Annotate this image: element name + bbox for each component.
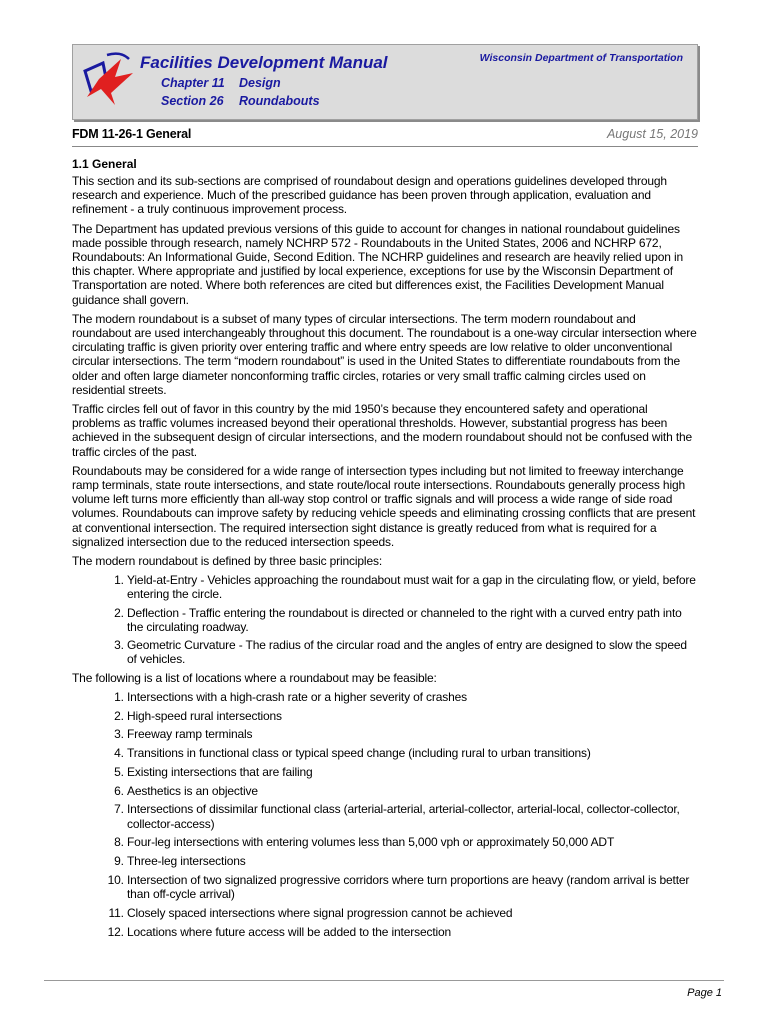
paragraph: The modern roundabout is a subset of many types of circular intersections. The term modern roundabout and roundabout are used interchangeably throughout this document. The roundabout is a one-way circular intersection where circulating traffic is given priority over entering traffic and where entry speeds are low relative to older unconventional circular intersections. The term “modern roundabout” is used in the United States to differentiate roundabouts from the older and often large diameter nonconforming traffic circles, rotaries or very small traffic calming circles used on residential streets. [72, 311, 697, 397]
list-item: 5. Existing intersections that are failing [127, 765, 698, 779]
list-item: 12. Locations where future access will be added to the intersection [127, 925, 698, 939]
list-item: 6. Aesthetics is an objective [127, 784, 698, 798]
footer-divider [44, 980, 724, 981]
wisdot-logo-icon [81, 49, 137, 111]
paragraph: Roundabouts may be considered for a wide range of intersection types including but not limited to freeway interchange ramp terminals, state route intersections, and state route/local route intersections. Roundabouts generally process high volume left turns more efficiently than all-way stop control or traffic signals and will process a wide range of side road volumes. Roundabouts can improve safety by reducing vehicle speeds and eliminating crossing conflicts that are present at conventional intersection. The required intersection sight distance is greatly reduced from what is required for a signalized intersection due to the reduced intersection speeds. [72, 463, 696, 549]
manual-title: Facilities Development Manual [140, 53, 388, 72]
list-item: 8. Four-leg intersections with entering volumes less than 5,000 vph or approximately 50,000 ADT [127, 835, 698, 849]
list-item: 1. Intersections with a high-crash rate or a higher severity of crashes [127, 690, 698, 704]
document-header [72, 44, 698, 120]
section-label: Section 26 [161, 94, 224, 108]
document-body [72, 127, 698, 944]
chapter-name: Design [239, 76, 281, 90]
principles-list [72, 573, 698, 666]
paragraph: This section and its sub-sections are comprised of roundabout design and operations guidelines developed through research and experience. Much of the prescribed guidance has been proven through application, evaluation and refinement - a truly continuous improvement process. [72, 174, 667, 217]
list-item: 2. Deflection - Traffic entering the roundabout is directed or channeled to the right with a curved entry path into the circulating roadway. [127, 606, 698, 634]
agency-name: Wisconsin Department of Transportation [479, 52, 683, 64]
list-item: 3. Geometric Curvature - The radius of the circular road and the angles of entry are designed to slow the speed of vehicles. [127, 638, 698, 666]
list-item: 10. Intersection of two signalized progressive corridors where turn proportions are heavy (random arrival is better than off-cycle arrival) [127, 873, 698, 901]
list-item: 1. Yield-at-Entry - Vehicles approaching the roundabout must wait for a gap in the circulating flow, or yield, before entering the circle. [127, 573, 698, 601]
paragraph: The Department has updated previous versions of this guide to account for changes in national roundabout guidelines made possible through research, namely NCHRP 572 - Roundabouts in the United States, 2006 and NCHRP 672, Roundabouts: An Informational Guide, Second Edition. The NCHRP guidelines and research are heavily relied upon in this chapter. Where appropriate and justified by local experience, exceptions for use by the Wisconsin Department of Transportation are noted. Where both references are cited but differences exist, the Facilities Development Manual guidance shall govern. [72, 221, 683, 307]
paragraph: Traffic circles fell out of favor in this country by the mid 1950’s because they encountered safety and operational problems as traffic volumes increased beyond their operational thresholds. However, substantial progress has been achieved in the subsequent design of circular intersections, and the modern roundabout should not be confused with the traffic circles of the past. [72, 402, 693, 459]
list-item: 4. Transitions in functional class or typical speed change (including rural to urban transitions) [127, 746, 698, 760]
list-item: 11. Closely spaced intersections where signal progression cannot be achieved [127, 906, 698, 920]
section-line [161, 94, 320, 108]
list-item: 9. Three-leg intersections [127, 854, 698, 868]
section-date: August 15, 2019 [606, 127, 698, 141]
paragraph: The following is a list of locations where a roundabout may be feasible: [72, 670, 437, 685]
section-heading-row [72, 127, 698, 147]
list-item: 7. Intersections of dissimilar functional class (arterial-arterial, arterial-collector, arterial-local, collector-collector, collector-access) [127, 802, 698, 830]
subsection-heading: 1.1 General [72, 157, 137, 171]
list-item: 2. High-speed rural intersections [127, 709, 698, 723]
page-number: Page 1 [687, 987, 722, 999]
locations-list [72, 690, 698, 939]
list-item: 3. Freeway ramp terminals [127, 727, 698, 741]
chapter-label: Chapter 11 [161, 76, 225, 90]
paragraph: The modern roundabout is defined by three basic principles: [72, 554, 383, 569]
section-name: Roundabouts [239, 94, 320, 108]
chapter-line [161, 76, 281, 90]
section-title: FDM 11-26-1 General [72, 127, 192, 141]
